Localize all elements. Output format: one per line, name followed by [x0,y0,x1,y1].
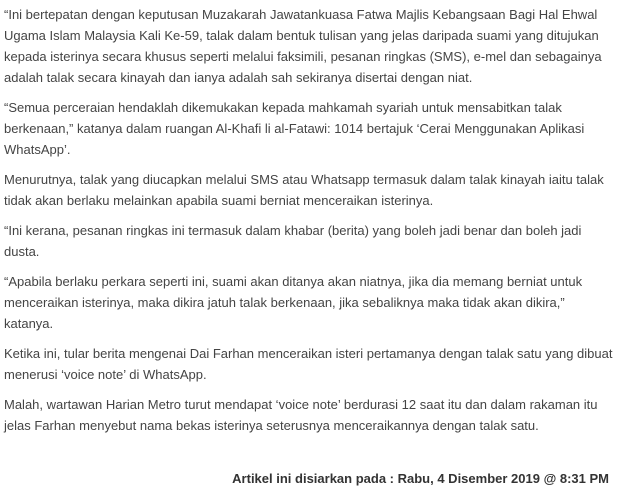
article-paragraph-fatwa: “Ini bertepatan dengan keputusan Muzakarah Jawatankuasa Fatwa Majlis Kebangsaan Bagi Hal Ehwal Ugama Islam Malaysia Kali Ke-59, talak dalam bentuk tulisan yang jelas daripada suami yang ditujukan kepada isterinya secara khusus seperti melalui faksimili, pesanan ringkas (SMS), e-mel dan sebagainya adalah talak secara kinayah dan ianya adalah sah sekiranya disertai dengan niat. [4,7,602,85]
article-paragraph-court: “Semua perceraian hendaklah dikemukakan kepada mahkamah syariah untuk mensabitkan talak berkenaan,” katanya dalam ruangan Al-Khafi li al-Fatawi: 1014 bertajuk ‘Cerai Menggunakan Aplikasi WhatsApp’. [4,100,585,157]
article-paragraph-viral: Ketika ini, tular berita mengenai Dai Farhan menceraikan isteri pertamanya dengan talak satu yang dibuat menerusi ‘voice note’ di WhatsApp. [4,346,613,382]
article-paragraph-intention: “Apabila berlaku perkara seperti ini, suami akan ditanya akan niatnya, jika dia memang berniat untuk menceraikan isterinya, maka dikira jatuh talak berkenaan, jika sebaliknya maka tidak akan dikira,” katanya. [4,274,583,331]
article-paragraph-kinayah: Menurutnya, talak yang diucapkan melalui SMS atau Whatsapp termasuk dalam talak kinayah iaitu talak tidak akan berlaku melainkan apabila suami berniat menceraikan isterinya. [4,172,604,208]
article-paragraph-sms: “Ini kerana, pesanan ringkas ini termasuk dalam khabar (berita) yang boleh jadi benar dan boleh jadi dusta. [4,223,582,259]
article-paragraph-voice-note: Malah, wartawan Harian Metro turut mendapat ‘voice note’ berdurasi 12 saat itu dan dalam rakaman itu jelas Farhan menyebut nama bekas isterinya seterusnya menceraikannya dengan talak satu. [4,397,598,433]
article-published-date: Artikel ini disiarkan pada : Rabu, 4 Disember 2019 @ 8:31 PM [232,471,609,486]
